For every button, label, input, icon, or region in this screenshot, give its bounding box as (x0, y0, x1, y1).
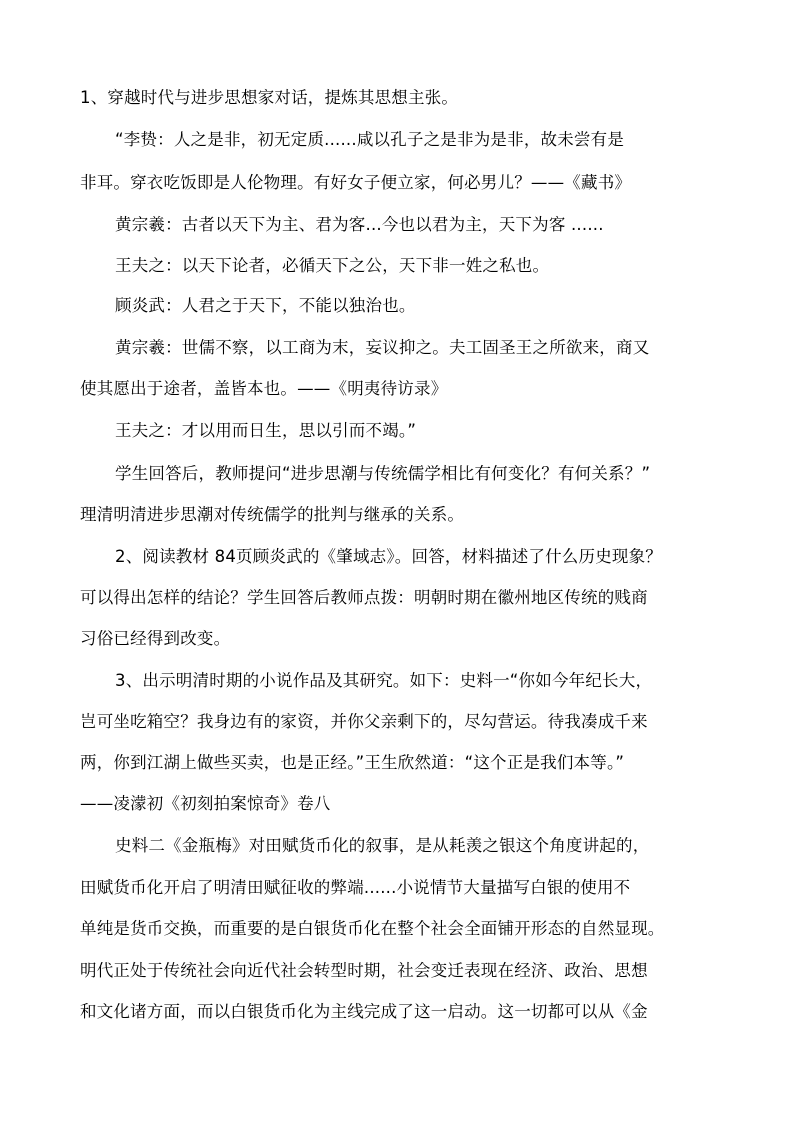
paragraph-line: 单纯是货币交换，而重要的是白银货币化在整个社会全面铺开形态的自然显现。 (80, 919, 665, 938)
paragraph-line: 王夫之：以天下论者，必循天下之公，天下非一姓之私也。 (115, 256, 550, 275)
section-heading-1: 1、穿越时代与进步思想家对话，提炼其思想主张。 (80, 88, 459, 107)
paragraph-line: 可以得出怎样的结论？学生回答后教师点拨：明朝时期在徽州地区传统的贱商 (80, 588, 648, 607)
paragraph-line: 顾炎武：人君之于天下，不能以独治也。 (115, 296, 416, 315)
paragraph-line: 明代正处于传统社会向近代社会转型时期，社会变迁表现在经济、政治、思想 (80, 961, 648, 980)
paragraph-line: 使其愿出于途者，盖皆本也。——《明夷待访录》 (80, 379, 448, 398)
paragraph-line: 和文化诸方面，而以白银货币化为主线完成了这一启动。这一切都可以从《金 (80, 1002, 648, 1021)
section-heading-3: 3、出示明清时期的小说作品及其研究。如下：史料一“你如今年纪长大， (115, 671, 653, 690)
paragraph-line: 田赋货币化开启了明清田赋征收的弊端......小说情节大量描写白银的使用不 (80, 878, 631, 897)
paragraph-line: 黄宗羲：古者以天下为主、君为客...今也以君为主，天下为客 ...... (115, 215, 604, 234)
paragraph-line: 理清明清进步思潮对传统儒学的批判与继承的关系。 (80, 505, 465, 524)
section-heading-2: 2、阅读教材 84页顾炎武的《肇域志》。回答，材料描述了什么历史现象？ (115, 547, 662, 566)
paragraph-line: 非耳。穿衣吃饭即是人伦物理。有好女子便立家，何必男儿？——《藏书》 (80, 173, 632, 192)
paragraph-line: “李贽：人之是非，初无定质......咸以孔子之是非为是非，故未尝有是 (115, 130, 625, 149)
paragraph-line: 史料二《金瓶梅》对田赋货币化的叙事，是从耗羡之银这个角度讲起的， (115, 836, 650, 855)
paragraph-line: 两，你到江湖上做些买卖，也是正经。”王生欣然道：“这个正是我们本等。” (80, 753, 625, 772)
paragraph-line: 黄宗羲：世儒不察，以工商为末，妄议抑之。夫工固圣王之所欲来，商又 (115, 338, 650, 357)
paragraph-line: 王夫之：才以用而日生，思以引而不竭。” (115, 421, 417, 440)
paragraph-line: 岂可坐吃箱空？我身边有的家资，并你父亲剩下的，尽勾营运。待我凑成千来 (80, 712, 648, 731)
paragraph-line: 学生回答后，教师提问“进步思潮与传统儒学相比有何变化？有何关系？” (115, 464, 651, 483)
citation-line: ——凌濛初《初刻拍案惊奇》卷八 (80, 794, 331, 813)
paragraph-line: 习俗已经得到改变。 (80, 629, 231, 648)
